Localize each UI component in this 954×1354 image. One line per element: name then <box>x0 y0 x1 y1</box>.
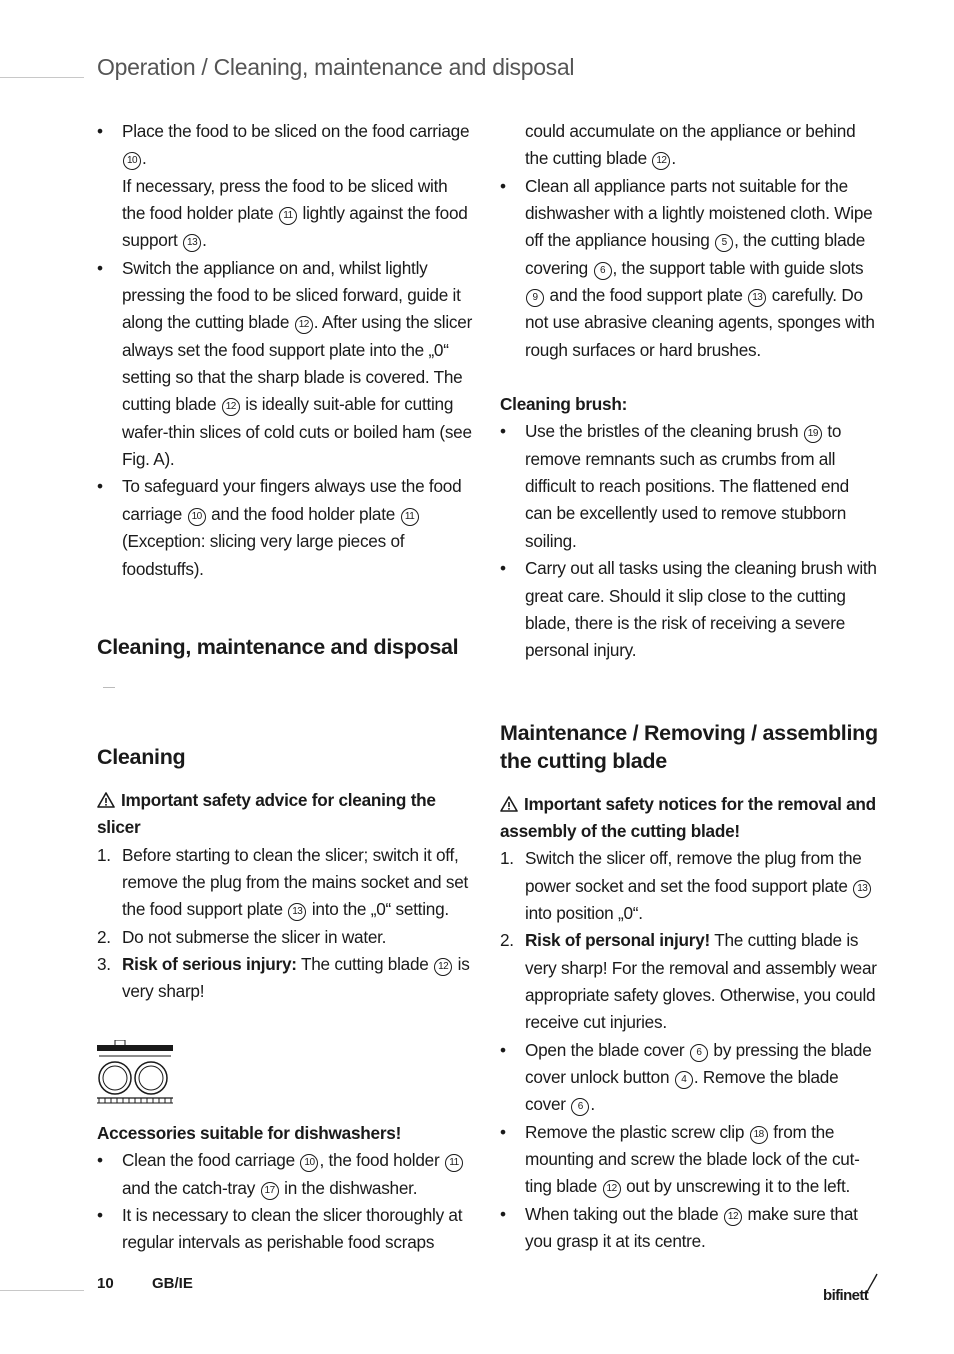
list-item: 2. Do not submerse the slicer in water. <box>97 926 387 947</box>
circled-number: 9 <box>526 289 544 307</box>
dishwasher-list <box>97 1147 475 1256</box>
list-item: • It is necessary to clean the slicer thoroughly at regular intervals as perishable food scraps <box>97 1202 475 1257</box>
safety-heading: Important safety advice for cleaning the slicer <box>97 789 436 838</box>
maintenance-title: Maintenance / Removing / assembling the cutting blade <box>500 720 878 773</box>
right-column <box>500 118 880 1255</box>
circled-number: 5 <box>715 234 733 252</box>
cleaning-title: Cleaning <box>97 744 186 769</box>
circled-number: 12 <box>295 316 313 334</box>
cleaning-list <box>500 173 880 364</box>
header-rule <box>0 77 84 78</box>
page-number: 10 <box>97 1275 114 1292</box>
list-item: • Place the food to be sliced on the food carriage 10 . If necessary, press the food to be sliced with the food holder plate 11 lightly against the food support 13 . <box>97 118 475 255</box>
circled-number: 11 <box>279 207 297 225</box>
maintenance-steps <box>500 845 880 1036</box>
language-code: GB/IE <box>152 1275 193 1292</box>
section-title: Cleaning, maintenance and disposal <box>97 633 475 689</box>
page-header-title: Operation / Cleaning, maintenance and disposal <box>97 54 575 80</box>
list-item: 3. Risk of serious injury: The cutting blade 12 is very sharp! <box>97 953 470 1002</box>
circled-number: 13 <box>288 903 306 921</box>
list-item: • Switch the appliance on and, whilst lightly pressing the food to be sliced forward, guide it along the cutting blade 12 . After using the slicer always set the food support plate into the „0“ setting so that the sharp blade is covered. The cutting blade 12 is ideally suit-able for cutting wafer-thin slices of cold cuts or boiled ham (see Fig. A). <box>97 255 475 474</box>
circled-number: 10 <box>123 152 141 170</box>
list-item: 2. Risk of personal injury! The cutting blade is very sharp! For the removal and assembly wear appropriate safety gloves. Otherwise, you could receive cut injuries. <box>500 930 877 1033</box>
circled-number: 13 <box>853 880 871 898</box>
circled-number: 12 <box>652 152 670 170</box>
circled-number: 19 <box>804 425 822 443</box>
warning-icon <box>97 792 115 808</box>
list-item: • Use the bristles of the cleaning brush 19 to remove remnants such as crumbs from all difficult to reach positions. The flattened end can be excellently used to remove stubborn soiling. <box>500 418 880 555</box>
maintenance-list <box>500 1037 880 1256</box>
circled-number: 6 <box>594 262 612 280</box>
circled-number: 11 <box>401 508 419 526</box>
list-item: • Open the blade cover 6 by pressing the blade cover unlock button 4 . Remove the blade cover 6 . <box>500 1037 880 1119</box>
circled-number: 10 <box>300 1154 318 1172</box>
circled-number: 13 <box>183 234 201 252</box>
circled-number: 12 <box>603 1180 621 1198</box>
circled-number: 13 <box>748 289 766 307</box>
list-item: • When taking out the blade 12 make sure that you grasp it at its centre. <box>500 1201 880 1256</box>
list-item: • Clean the food carriage 10 , the food holder 11 and the catch-tray 17 in the dishwasher. <box>97 1147 475 1202</box>
dishwasher-icon <box>97 1040 175 1104</box>
circled-number: 17 <box>261 1182 279 1200</box>
brush-list <box>500 418 880 664</box>
dishwasher-heading: Accessories suitable for dishwashers! <box>97 1122 402 1143</box>
circled-number: 6 <box>571 1098 589 1116</box>
circled-number: 6 <box>690 1044 708 1062</box>
list-item: 1. Switch the slicer off, remove the plug from the power socket and set the food support plate 13 into position „0“. <box>500 845 880 927</box>
circled-number: 4 <box>675 1071 693 1089</box>
circled-number: 10 <box>188 508 206 526</box>
left-column <box>97 118 475 1257</box>
circled-number: 12 <box>222 398 240 416</box>
footer-rule <box>0 1290 84 1291</box>
list-item: • Carry out all tasks using the cleaning brush with great care. Should it slip close to the cutting blade, there is the risk of receiving a severe personal injury. <box>500 555 880 664</box>
warning-icon <box>500 796 518 812</box>
logo-text: bifinett <box>823 1287 869 1304</box>
list-item: • Clean all appliance parts not suitable for the dishwasher with a lightly moistened cloth. Wipe off the appliance housing 5 , the cutting blade covering 6 , the support table with guide slots 9 and the food support plate 13 carefully. Do not use abrasive cleaning agents, sponges with rough surfaces or hard brushes. <box>500 173 880 364</box>
circled-number: 12 <box>724 1208 742 1226</box>
circled-number: 18 <box>750 1126 768 1144</box>
bullet-list-usage <box>97 118 475 583</box>
list-item: • To safeguard your fingers always use the food carriage 10 and the food holder plate 11 (Exception: slicing very large pieces of foodstuffs). <box>97 473 475 582</box>
bifinett-logo <box>822 1272 882 1306</box>
circled-number: 12 <box>434 958 452 976</box>
cleaning-steps <box>97 842 475 1006</box>
circled-number: 11 <box>445 1154 463 1172</box>
list-item: 1. Before starting to clean the slicer; switch it off, remove the plug from the mains socket and set the food support plate 13 into the „0“ setting. <box>97 844 469 920</box>
brush-heading: Cleaning brush: <box>500 394 628 415</box>
safety-heading: Important safety notices for the removal and assembly of the cutting blade! <box>500 793 876 841</box>
list-item: • Remove the plastic screw clip 18 from the mounting and screw the blade lock of the cut-ting blade 12 out by unscrewing it to the left. <box>500 1119 880 1201</box>
continued-text: could accumulate on the appliance or behind the cutting blade 12 . <box>525 121 856 169</box>
